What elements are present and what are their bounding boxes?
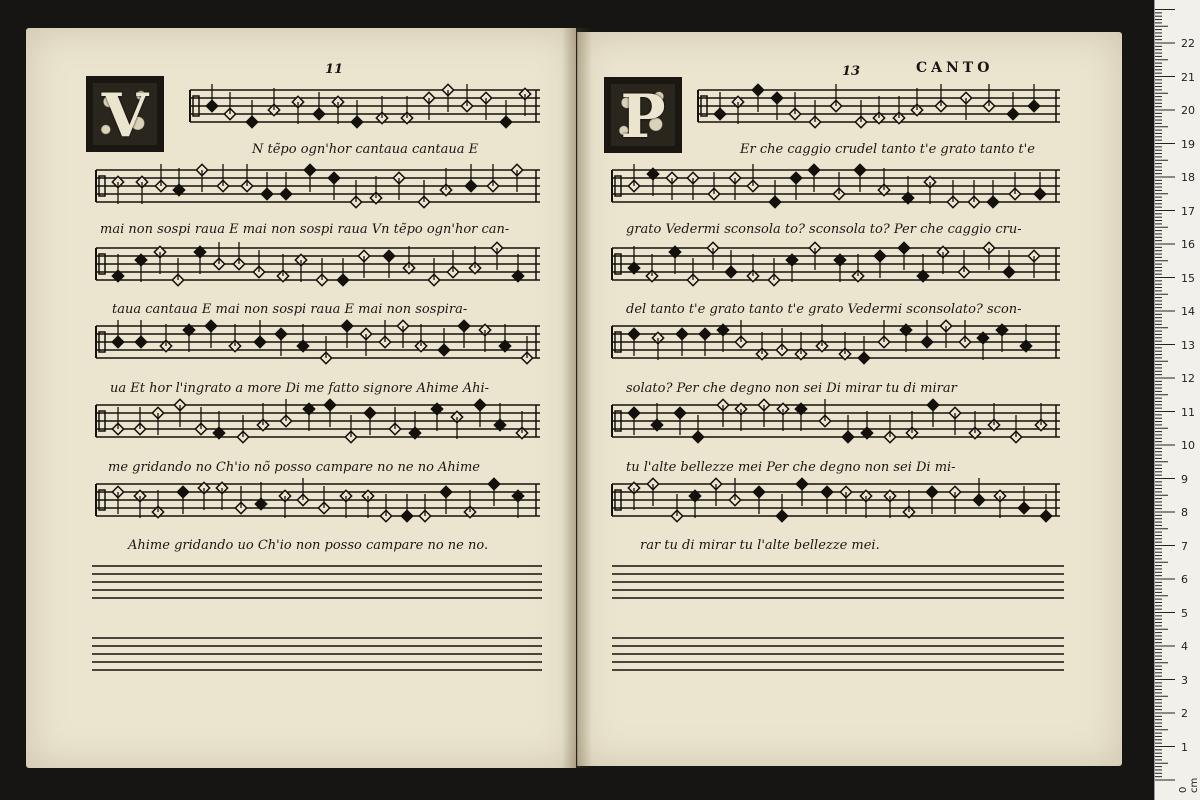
ruler-number: 12: [1181, 372, 1195, 385]
ruler-number: 15: [1181, 271, 1195, 285]
lyric-line: mai non sospi raua E mai non sospi raua Vn tẽpo ogn'hor can-: [100, 222, 510, 237]
ruler-number: 10: [1181, 439, 1195, 452]
ruler-number: 18: [1181, 171, 1195, 184]
ruler-number: 17: [1181, 204, 1195, 218]
lyric-line: solato? Per che degno non sei Di mirar tu di mirar: [626, 381, 957, 396]
ruler-number: 14: [1181, 305, 1195, 318]
ruler-number: 21: [1181, 70, 1195, 84]
ruler-number: 4: [1181, 640, 1188, 653]
ruler-number: 22: [1181, 37, 1195, 50]
page-number-left: 11: [325, 62, 344, 77]
lyric-line: del tanto t'e grato tanto t'e grato Vedermi sconsolato? scon-: [626, 302, 1022, 317]
ruler-number: 5: [1181, 606, 1188, 620]
measuring-ruler: [1154, 0, 1200, 800]
voice-heading: CANTO: [916, 60, 994, 76]
lyric-line: N tẽpo ogn'hor cantaua cantaua E: [252, 142, 479, 157]
ruler-number: 9: [1181, 472, 1188, 486]
ruler-number: 13: [1181, 338, 1195, 352]
ruler-number: 11: [1181, 405, 1195, 419]
ruler-number: 20: [1181, 104, 1195, 117]
page-number-right: 13: [842, 64, 861, 79]
ruler-number: 1: [1181, 740, 1188, 754]
initial-letter: P: [620, 82, 666, 152]
lyric-line: ua Et hor l'ingrato a more Di me fatto signore Ahime Ahi-: [110, 381, 490, 396]
lyric-line: rar tu di mirar tu l'alte bellezze mei.: [640, 538, 880, 553]
lyric-line: Ahime gridando uo Ch'io non posso campare no ne no.: [128, 538, 489, 553]
ruler-number: 6: [1181, 573, 1188, 586]
ruler-number: 7: [1181, 539, 1188, 553]
ruler-unit: 0 cm: [1178, 777, 1200, 793]
ruler-number: 3: [1181, 673, 1188, 687]
lyric-line: taua cantaua E mai non sospi raua E mai non sospira-: [112, 302, 468, 317]
lyric-line: tu l'alte bellezze mei Per che degno non sei Di mi-: [626, 460, 956, 475]
lyric-line: Er che caggio crudel tanto t'e grato tanto t'e: [740, 142, 1035, 157]
ruler-number: 8: [1181, 506, 1188, 519]
ruler-ticks: [1155, 0, 1200, 800]
lyric-line: grato Vedermi sconsola to? sconsola to? Per che caggio cru-: [626, 222, 1022, 237]
initial-letter: V: [101, 81, 149, 151]
ruler-number: 2: [1181, 707, 1188, 720]
lyric-line: me gridando no Ch'io nõ posso campare no ne no Ahime: [108, 460, 480, 475]
ruler-number: 19: [1181, 137, 1195, 151]
ruler-number: 16: [1181, 238, 1195, 251]
